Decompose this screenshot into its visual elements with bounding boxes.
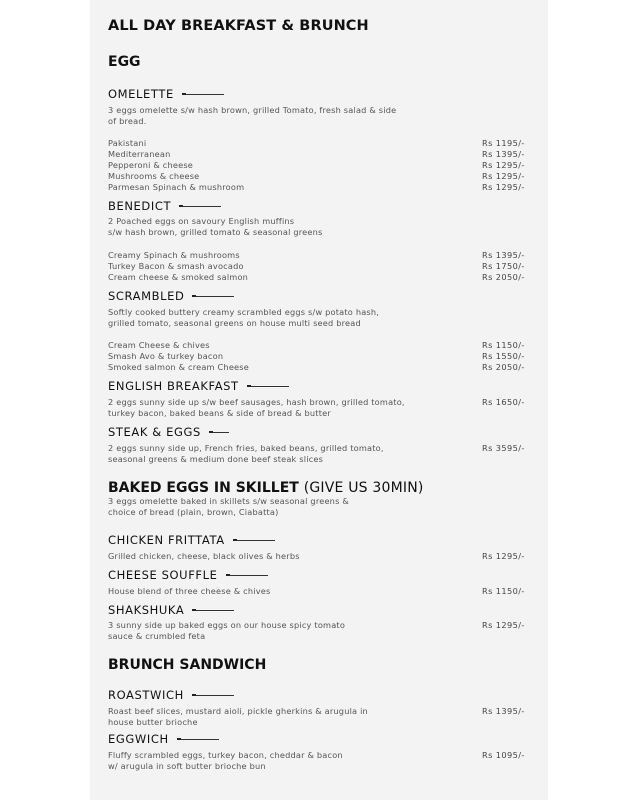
eggwich-description: Fluffy scrambled eggs, turkey bacon, cheddar & bacon w/ arugula in soft butter brioche bun [108,750,343,771]
arrow-icon [209,430,229,434]
menu-item-price: Rs 1550/- [482,351,525,361]
shakshuka-description: 3 sunny side up baked eggs on our house spicy tomato sauce & crumbled feta [108,620,346,641]
menu-item-price: Rs 1395/- [482,149,525,159]
menu-item-name: Parmesan Spinach & mushroom [108,182,245,192]
english-breakfast-description: 2 eggs sunny side up s/w beef sausages, hash brown, grilled tomato, turkey bacon, baked beans & side of bread & butter [108,397,405,418]
shakshuka-price: Rs 1295/- [482,620,525,630]
menu-item-price: Rs 1295/- [482,171,525,181]
eggwich-price: Rs 1095/- [482,750,525,760]
cheese-souffle-title: CHEESE SOUFFLE [108,568,218,582]
baked-time-note: (GIVE US 30MIN) [303,480,424,496]
steak-eggs-description: 2 eggs sunny side up, French fries, baked beans, grilled tomato, seasonal greens & medium done beef steak slices [108,443,384,464]
menu-item-price: Rs 2050/- [482,362,525,372]
menu-item-name: Turkey Bacon & smash avocado [108,261,244,271]
menu-item-name: Smoked salmon & cream Cheese [108,362,249,372]
arrow-icon [192,608,234,612]
shakshuka-title: SHAKSHUKA [108,603,185,617]
scrambled-heading [108,289,234,303]
menu-item-name: Cream cheese & smoked salmon [108,272,249,282]
arrow-icon [182,92,224,96]
menu-item-name: Pepperoni & cheese [108,160,194,170]
english-breakfast-title: ENGLISH BREAKFAST [108,379,239,393]
steak-eggs-title: STEAK & EGGS [108,425,201,439]
omelette-heading [108,87,224,101]
steak-eggs-price: Rs 3595/- [482,443,525,453]
shakshuka-heading [108,603,234,617]
arrow-icon [179,204,221,208]
benedict-description: 2 Poached eggs on savoury English muffins s/w hash brown, grilled tomato & seasonal greens [108,216,323,237]
menu-item-price: Rs 1750/- [482,261,525,271]
arrow-icon [247,384,289,388]
chicken-frittata-heading [108,533,275,547]
chicken-frittata-title: CHICKEN FRITTATA [108,533,225,547]
menu-item-name: Mediterranean [108,149,171,159]
section-baked-heading: BAKED EGGS IN SKILLET (GIVE US 30MIN) [108,480,424,496]
menu-title: ALL DAY BREAKFAST & BRUNCH [108,18,369,34]
eggwich-title: EGGWICH [108,732,169,746]
arrow-icon [233,538,275,542]
chicken-frittata-description: Grilled chicken, cheese, black olives & herbs [108,551,300,561]
benedict-heading [108,199,221,213]
arrow-icon [226,573,268,577]
roastwich-title: ROASTWICH [108,688,184,702]
menu-item-price: Rs 1195/- [482,138,525,148]
chicken-frittata-price: Rs 1295/- [482,551,525,561]
menu-item-price: Rs 1295/- [482,182,525,192]
cheese-souffle-price: Rs 1150/- [482,586,525,596]
english-breakfast-price: Rs 1650/- [482,397,525,407]
menu-item-price: Rs 1295/- [482,160,525,170]
menu-item-price: Rs 1395/- [482,250,525,260]
roastwich-heading [108,688,234,702]
roastwich-description: Roast beef slices, mustard aioli, pickle gherkins & arugula in house butter brioche [108,706,368,727]
benedict-title: BENEDICT [108,199,172,213]
omelette-title: OMELETTE [108,87,174,101]
section-egg-heading: EGG [108,54,141,70]
eggwich-heading [108,732,219,746]
scrambled-title: SCRAMBLED [108,289,185,303]
english-breakfast-heading [108,379,289,393]
steak-eggs-heading [108,425,229,439]
menu-item-name: Smash Avo & turkey bacon [108,351,224,361]
arrow-icon [177,737,219,741]
cheese-souffle-heading [108,568,268,582]
baked-description: 3 eggs omelette baked in skillets s/w seasonal greens & choice of bread (plain, brown, Ciabatta) [108,496,349,517]
menu-item-price: Rs 2050/- [482,272,525,282]
omelette-description: 3 eggs omelette s/w hash brown, grilled Tomato, fresh salad & side of bread. [108,105,397,126]
menu-item-name: Cream Cheese & chives [108,340,210,350]
arrow-icon [192,294,234,298]
cheese-souffle-description: House blend of three cheese & chives [108,586,271,596]
arrow-icon [192,693,234,697]
menu-item-price: Rs 1150/- [482,340,525,350]
menu-item-name: Creamy Spinach & mushrooms [108,250,240,260]
roastwich-price: Rs 1395/- [482,706,525,716]
scrambled-description: Softly cooked buttery creamy scrambled eggs s/w potato hash, grilled tomato, seasonal greens on house multi seed bread [108,307,380,328]
menu-item-name: Pakistani [108,138,147,148]
section-brunch-heading: BRUNCH SANDWICH [108,657,267,673]
menu-item-name: Mushrooms & cheese [108,171,200,181]
